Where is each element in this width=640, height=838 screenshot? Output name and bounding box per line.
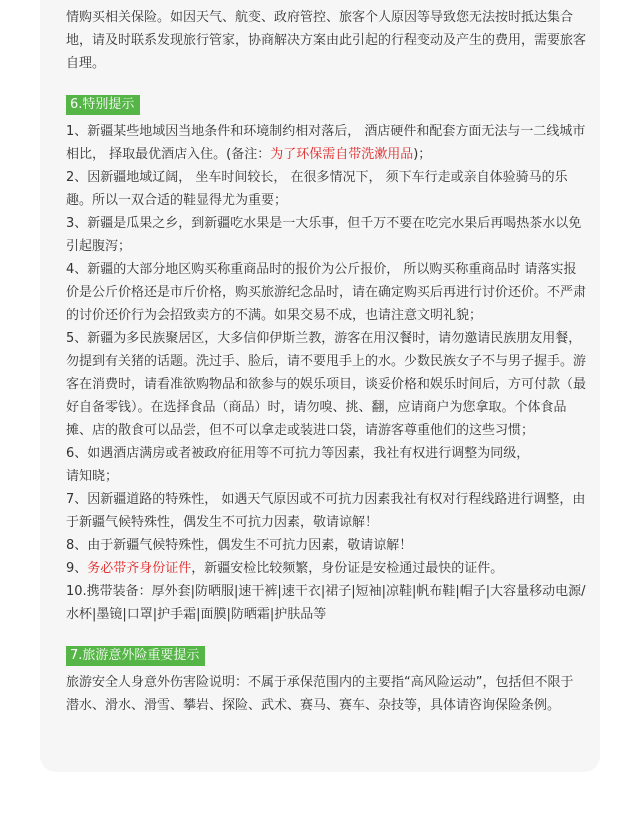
tip-item-9 [66,557,586,580]
tip-item-4: 4、新疆的大部分地区购买称重商品时的报价为公斤报价， 所以购买称重商品时 请落实报价是公斤价格还是市斤价格，购买旅游纪念品时，请在确定购买后再进行讨价还价。不严肃的讨价还价行为会招致卖方的不满。如果交易不成，也请注意文明礼貌； [66,262,587,323]
content-card [40,0,600,772]
article-body [66,6,586,717]
tip-item-1-text: 1、新疆某些地域因当地条件和环境制约相对落后， 酒店硬件和配套方面无法与一二线城市相比， 择取最优酒店入住。(备注： [66,124,586,162]
tip-item-3: 3、新疆是瓜果之乡，到新疆吃水果是一大乐事，但千万不要在吃完水果后再喝热茶水以免引起腹泻； [66,216,582,254]
tip-item-6-end: 请知晓； [66,469,119,484]
section-6-header [66,93,586,116]
tip-item-5: 5、新疆为多民族聚居区，大多信仰伊斯兰教，游客在用汉餐时，请勿邀请民族朋友用餐，勿提到有关猪的话题。洗过手、脸后，请不要甩手上的水。少数民族女子不与男子握手。游客在消费时，请看准欲购物品和欲参与的娱乐项目，谈妥价格和娱乐时间后，方可付款（最好自备零钱）。在选择食品（商品）时，请勿嗅、挑、翻，应请商户为您拿取。个体食品摊、店的散食可以品尝，但不可以拿走或装进口袋，请游客尊重他们的这些习惯； [66,331,587,438]
tip-item-9-text: ，新疆安检比较频繁，身份证是安检通过最快的证件。 [191,561,504,576]
tip-item-10: 10.携带装备：厚外套|防晒服|速干裤|速干衣|裙子|短袖|凉鞋|帆布鞋|帽子|大容量移动电源/ 水杯|墨镜|口罩|护手霜|面膜|防晒霜|护肤品等 [66,584,586,622]
tip-item-2: 2、因新疆地域辽阔， 坐车时间较长， 在很多情况下， 须下车行走或亲自体验骑马的乐趣。所以一双合适的鞋显得尤为重要； [66,170,568,208]
tip-item-8: 8、由于新疆气候特殊性，偶发生不可抗力因素，敬请谅解！ [66,538,413,553]
section-7-header [66,644,586,667]
tip-item-1-highlight: 为了环保需自带洗漱用品 [270,147,414,162]
intro-paragraph: 情购买相关保险。如因天气、航变、政府管控、旅客个人原因等导致您无法按时抵达集合地，请及时联系发现旅行管家，协商解决方案由此引起的行程变动及产生的费用，需要旅客自理。 [66,10,587,71]
tip-item-6 [66,442,586,488]
tip-item-1 [66,120,586,166]
tip-item-1-end: )； [413,147,432,162]
section-7-heading: 7.旅游意外险重要提示 [66,646,205,666]
tip-item-7: 7、因新疆道路的特殊性， 如遇天气原因或不可抗力因素我社有权对行程线路进行调整，由于新疆气候特殊性，偶发生不可抗力因素，敬请谅解！ [66,492,586,530]
section-6-heading: 6.特别提示 [66,95,140,115]
tip-item-9-prefix: 9、 [66,561,88,576]
tip-item-6-text: 6、如遇酒店满房或者被政府征用等不可抗力等因素，我社有权进行调整为同级， [66,446,530,461]
insurance-paragraph: 旅游安全人身意外伤害险说明：不属于承保范围内的主要指“高风险运动”，包括但不限于潜水、滑水、滑雪、攀岩、探险、武术、赛马、赛车、杂技等，具体请咨询保险条例。 [66,675,574,713]
tip-item-9-highlight: 务必带齐身份证件 [87,561,192,576]
